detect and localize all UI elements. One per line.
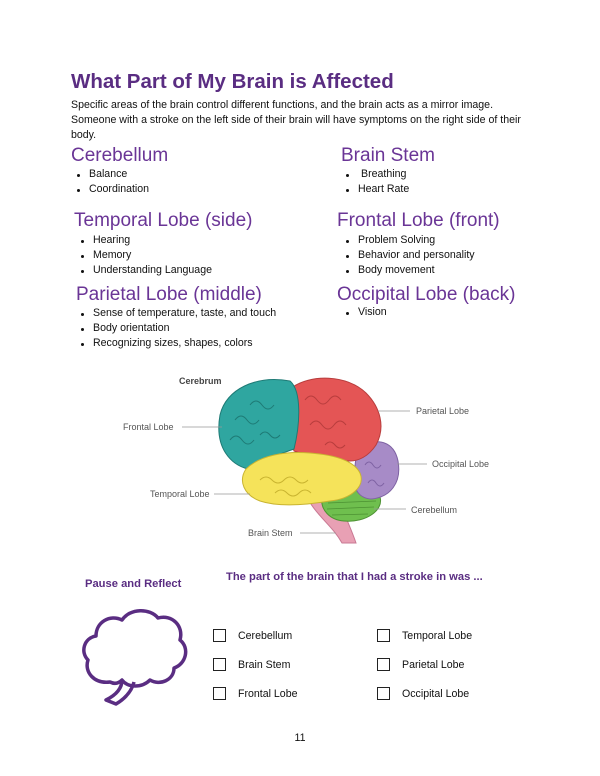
option-temporal-lobe[interactable]	[377, 629, 472, 642]
diagram-title: Cerebrum	[179, 376, 222, 386]
list-item: Breathing	[340, 167, 409, 182]
list-item: Vision	[340, 305, 387, 320]
option-frontal-lobe[interactable]	[213, 687, 297, 700]
option-brain-stem[interactable]	[213, 658, 290, 671]
checkbox[interactable]	[377, 629, 390, 642]
temporal-heading: Temporal Lobe (side)	[74, 210, 253, 231]
page-title: What Part of My Brain is Affected	[71, 70, 394, 93]
list-item: Body movement	[340, 263, 475, 278]
list-item: Behavior and personality	[340, 248, 475, 263]
list-item: Sense of temperature, taste, and touch	[75, 306, 276, 321]
label-occipital: Occipital Lobe	[432, 459, 490, 469]
option-parietal-lobe[interactable]	[377, 658, 464, 671]
frontal-heading: Frontal Lobe (front)	[337, 210, 500, 231]
list-item: Heart Rate	[340, 182, 409, 197]
intro-paragraph: Specific areas of the brain control different functions, and the brain acts as a mirror image. Someone with a stroke on the left side of their brain will have symptoms on the right side of their body.	[71, 99, 521, 141]
occipital-list	[340, 305, 387, 320]
checkbox[interactable]	[213, 687, 226, 700]
cerebellum-heading: Cerebellum	[71, 145, 169, 166]
temporal-list	[75, 233, 212, 277]
checkbox[interactable]	[377, 687, 390, 700]
brain-stem-heading: Brain Stem	[341, 145, 435, 166]
checkbox[interactable]	[377, 658, 390, 671]
list-item: Memory	[75, 248, 212, 263]
list-item: Body orientation	[75, 321, 276, 336]
list-item: Coordination	[71, 182, 149, 197]
label-parietal: Parietal Lobe	[416, 406, 470, 416]
list-item: Recognizing sizes, shapes, colors	[75, 336, 276, 351]
temporal-region	[242, 453, 361, 505]
cerebellum-list	[71, 167, 149, 197]
brain-outline-icon	[80, 604, 190, 714]
option-label: Parietal Lobe	[402, 658, 465, 671]
brain-stem-list	[340, 167, 409, 197]
frontal-list	[340, 233, 475, 277]
parietal-list	[75, 306, 276, 350]
parietal-region	[288, 378, 381, 461]
label-cerebellum: Cerebellum	[411, 505, 458, 515]
occipital-heading: Occipital Lobe (back)	[337, 284, 516, 305]
option-cerebellum[interactable]	[213, 629, 292, 642]
checkbox[interactable]	[213, 658, 226, 671]
checkbox[interactable]	[213, 629, 226, 642]
option-label: Brain Stem	[238, 658, 291, 671]
pause-reflect-heading: Pause and Reflect	[85, 578, 182, 590]
option-label: Temporal Lobe	[402, 629, 473, 642]
list-item: Problem Solving	[340, 233, 475, 248]
page-number: 11	[294, 732, 306, 744]
option-label: Frontal Lobe	[238, 687, 298, 700]
option-label: Occipital Lobe	[402, 687, 470, 700]
option-label: Cerebellum	[238, 629, 293, 642]
option-occipital-lobe[interactable]	[377, 687, 469, 700]
parietal-heading: Parietal Lobe (middle)	[76, 284, 262, 305]
brain-diagram	[110, 365, 500, 555]
label-temporal: Temporal Lobe	[150, 489, 210, 499]
reflect-prompt: The part of the brain that I had a stroke in was ...	[226, 571, 483, 583]
label-brain-stem: Brain Stem	[248, 528, 293, 538]
label-frontal: Frontal Lobe	[123, 422, 174, 432]
list-item: Hearing	[75, 233, 212, 248]
list-item: Balance	[71, 167, 149, 182]
list-item: Understanding Language	[75, 263, 212, 278]
